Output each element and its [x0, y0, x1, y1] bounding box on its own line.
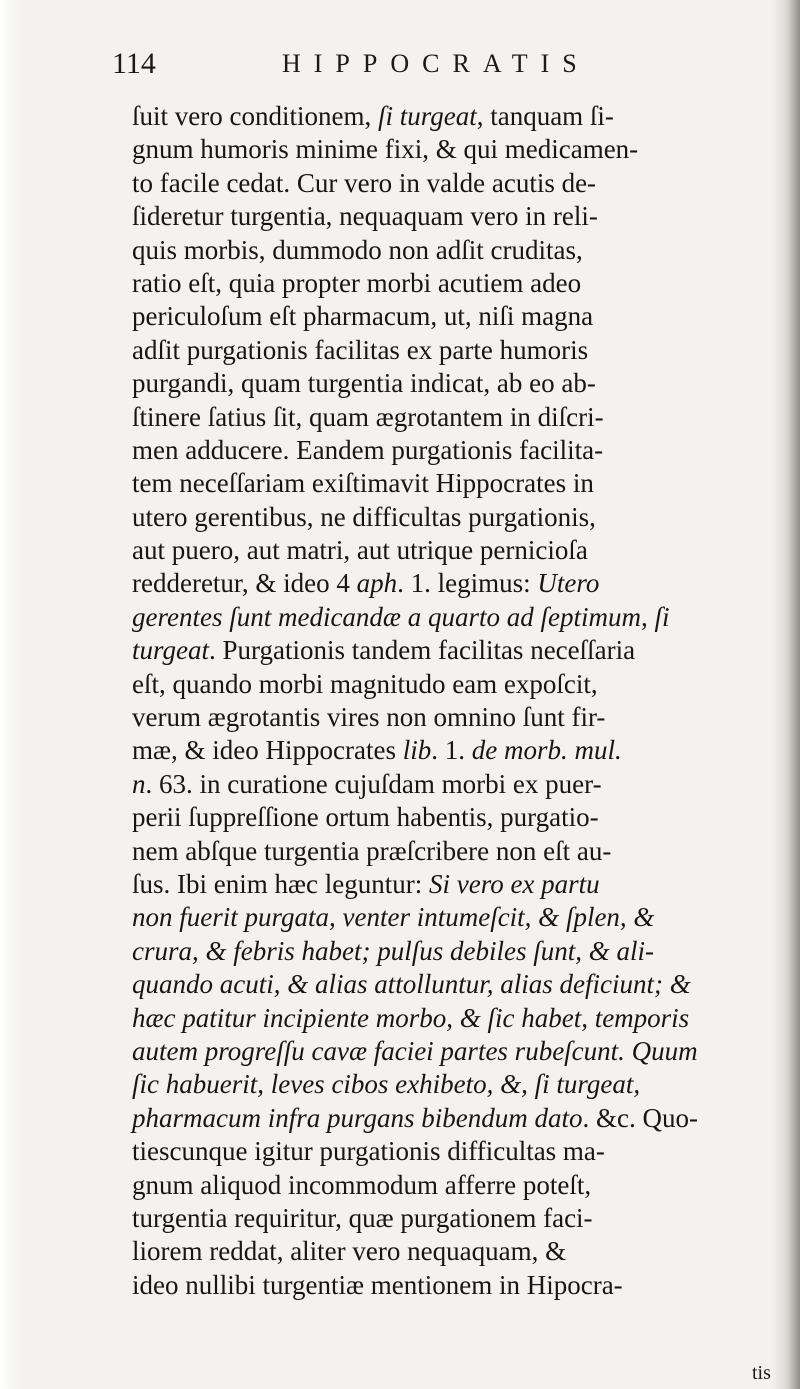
text-line [132, 1269, 792, 1302]
italic-text: turgeat [132, 635, 209, 666]
text-segment: , tanquam ſi- [476, 101, 614, 131]
text-line [132, 1035, 792, 1068]
text-line [132, 267, 792, 300]
italic-text: ſi turgeat [377, 101, 477, 131]
text-line [132, 133, 792, 166]
text-line [132, 467, 792, 500]
text-segment: quis morbis, dummodo non adſit cruditas, [132, 234, 583, 265]
page-left-edge [0, 0, 22, 1389]
text-line [132, 1068, 792, 1101]
text-line [132, 601, 792, 634]
text-line [132, 100, 792, 133]
italic-text: non fuerit purgata, venter intumeſcit, & ſplen, & [132, 902, 655, 933]
italic-text: crura, & febris habet; pulſus debiles ſunt, & ali- [132, 935, 654, 966]
text-line [132, 835, 792, 868]
text-line [132, 634, 792, 667]
text-line [132, 300, 792, 333]
text-line [132, 1202, 792, 1235]
text-line [132, 901, 792, 934]
text-line [132, 534, 792, 567]
italic-text: ſic habuerit, leves cibos exhibeto, &, ſi turgeat, [132, 1069, 641, 1100]
text-line [132, 668, 792, 701]
text-line [132, 567, 792, 600]
text-line [132, 367, 792, 400]
running-title: HIPPOCRATIS [282, 49, 590, 78]
text-segment: liorem reddat, aliter vero nequaquam, & [132, 1236, 567, 1267]
text-segment: gnum aliquod incommodum afferre poteſt, [132, 1169, 592, 1200]
text-segment: mæ, & ideo Hippocrates [132, 735, 403, 766]
italic-text: hæc patitur incipiente morbo, & ſic habet, temporis [132, 1002, 690, 1033]
text-segment: gnum humoris minime fixi, & qui medicamen- [132, 134, 639, 165]
italic-text: Si vero ex partu [428, 868, 600, 899]
text-segment: redderetur, & ideo 4 [132, 568, 357, 599]
text-segment: ideo nullibi turgentiæ mentionem in Hipocra- [132, 1269, 623, 1300]
text-line [132, 1135, 792, 1168]
italic-text: gerentes ſunt medicandæ a quarto ad ſeptimum, ſi [132, 601, 670, 632]
page-number: 114 [112, 47, 156, 80]
running-head [112, 44, 652, 84]
text-segment: . &c. Quo- [582, 1102, 698, 1133]
text-segment: ſus. Ibi enim hæc leguntur: [132, 868, 429, 899]
text-segment: . Purgationis tandem facilitas neceſſaria [209, 635, 636, 666]
text-line [132, 434, 792, 467]
text-line [132, 935, 792, 968]
text-line [132, 501, 792, 534]
text-segment: men adducere. Eandem purgationis facilita- [132, 434, 604, 465]
text-segment: . 63. in curatione cujuſdam morbi ex puer- [145, 768, 602, 799]
text-segment: turgentia requiritur, quæ purgationem faci- [132, 1202, 593, 1233]
text-segment: ſideretur turgentia, nequaquam vero in reli- [132, 201, 598, 232]
text-segment: perii ſuppreſſione ortum habentis, purgatio- [132, 802, 599, 833]
text-segment: to facile cedat. Cur vero in valde acutis de- [132, 167, 597, 198]
text-line [132, 1169, 792, 1202]
text-segment: utero gerentibus, ne difficultas purgationis, [132, 501, 596, 532]
italic-text: lib [402, 735, 432, 766]
text-line [132, 167, 792, 200]
text-line [132, 768, 792, 801]
text-line [132, 968, 792, 1001]
text-segment: . 1. legimus: [397, 568, 538, 599]
text-segment: verum ægrotantis vires non omnino ſunt fir- [132, 702, 606, 733]
text-line [132, 868, 792, 901]
catchword: tis [752, 1362, 771, 1384]
text-line [132, 701, 792, 734]
italic-text: pharmacum infra purgans bibendum dato [132, 1102, 583, 1133]
text-line [132, 1102, 792, 1135]
text-line [132, 334, 792, 367]
text-segment: . 1. [431, 735, 472, 766]
text-segment: tem neceſſariam exiſtimavit Hippocrates in [132, 468, 594, 499]
text-line [132, 1235, 792, 1268]
italic-text: Utero [537, 568, 600, 599]
text-segment: ratio eſt, quia propter morbi acutiem adeo [132, 267, 582, 298]
italic-text: de morb. mul. [471, 735, 622, 766]
text-line [132, 801, 792, 834]
text-segment: tiescunque igitur purgationis difficultas ma- [132, 1136, 605, 1167]
italic-text: quando acuti, & alias attolluntur, alias deficiunt; & [132, 969, 691, 1000]
italic-text: aph [356, 568, 398, 599]
text-segment: ſtinere ſatius ſit, quam ægrotantem in diſcri- [132, 401, 604, 432]
text-line [132, 1002, 792, 1035]
text-line [132, 234, 792, 267]
text-segment: eſt, quando morbi magnitudo eam expoſcit, [132, 668, 598, 699]
text-segment: adſit purgationis facilitas ex parte humoris [132, 334, 589, 365]
body-text [132, 100, 792, 1302]
text-segment: ſuit vero conditionem, [132, 101, 378, 131]
text-line [132, 401, 792, 434]
text-segment: purgandi, quam turgentia indicat, ab eo ab- [132, 368, 596, 399]
text-segment: nem abſque turgentia præſcribere non eſt au- [132, 835, 612, 866]
text-line [132, 734, 792, 767]
text-segment: aut puero, aut matri, aut utrique pernicioſa [132, 535, 588, 566]
italic-text: n [132, 768, 146, 799]
text-line [132, 200, 792, 233]
text-segment: periculoſum eſt pharmacum, ut, niſi magna [132, 301, 594, 332]
italic-text: autem progreſſu cavæ faciei partes rubeſcunt. Quum [132, 1035, 698, 1066]
